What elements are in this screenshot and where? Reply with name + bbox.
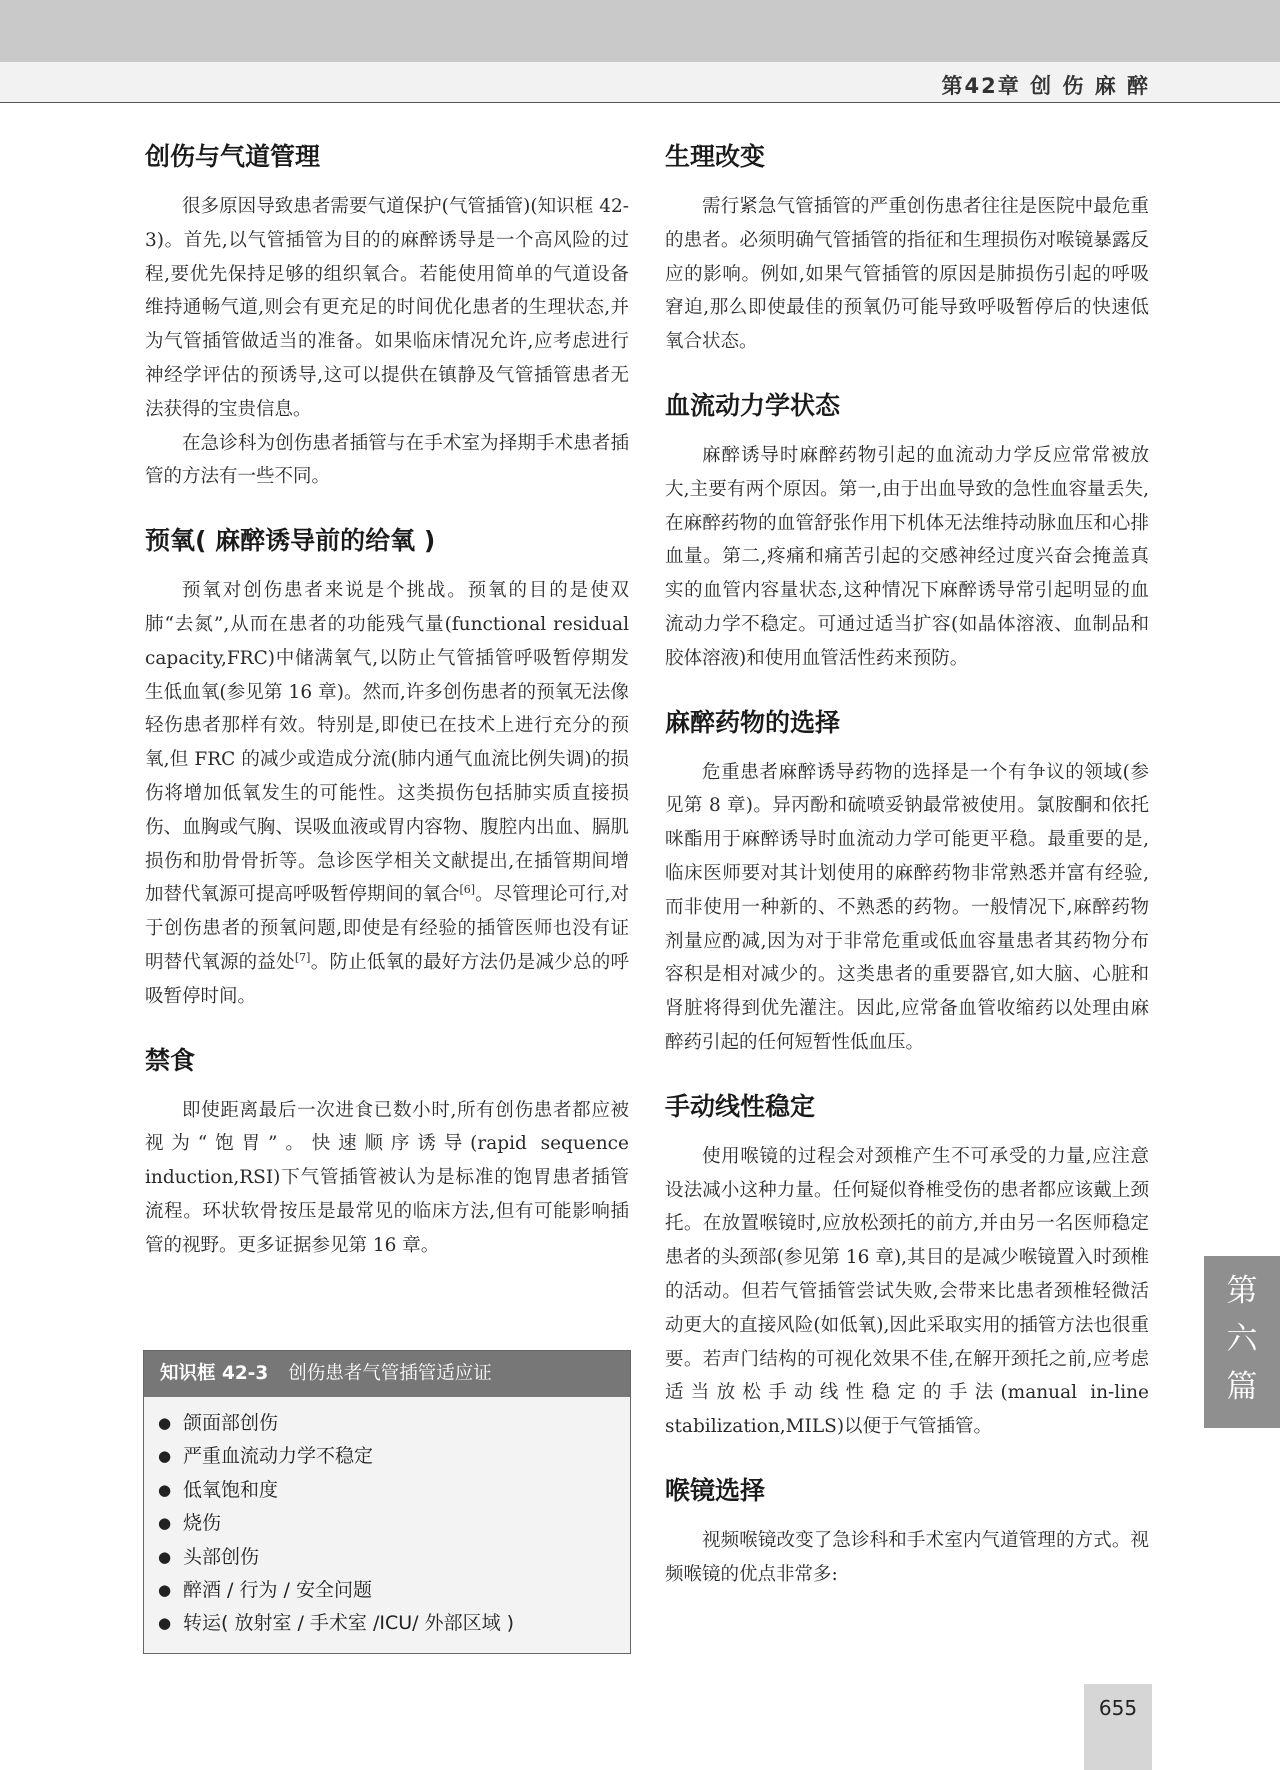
- list-item: [158, 1474, 630, 1507]
- section-heading: 禁食: [145, 1045, 196, 1075]
- list-item: [158, 1440, 630, 1473]
- part-side-tab: [1204, 1256, 1280, 1428]
- bullet-icon: ●: [158, 1547, 172, 1566]
- list-item-text: 低氧饱和度: [183, 1478, 279, 1501]
- paragraph: 即使距离最后一次进食已数小时,所有创伤患者都应被视为“饱胃”。快速顺序诱导(rapid sequence induction,RSI)下气管插管被认为是标准的饱胃患者插管流程。环状软骨按压是最常见的临床方法,但有可能影响插管的视野。更多证据参见第 16 章。: [145, 1099, 629, 1256]
- text-run: 。尽管理论可行,对于创伤患者的预氧问题,即使是有经验的插管医师也没有证明替代氧源的益处: [145, 884, 629, 973]
- list-item: [158, 1407, 630, 1440]
- right-column: [665, 140, 1149, 1622]
- section-preoxygenation: [145, 524, 629, 1013]
- paragraph: 在急诊科为创伤患者插管与在手术室为择期手术患者插管的方法有一些不同。: [145, 432, 629, 488]
- bullet-icon: ●: [158, 1480, 172, 1499]
- knowledge-box: [143, 1350, 631, 1654]
- citation-ref: [6]: [459, 883, 476, 897]
- side-tab-char: 第: [1226, 1273, 1258, 1309]
- top-gray-band: [0, 0, 1280, 62]
- list-item-text: 醉酒 / 行为 / 安全问题: [183, 1579, 372, 1602]
- section-laryngoscope: [665, 1474, 1149, 1592]
- section-physiology: [665, 140, 1149, 359]
- knowledge-box-title: 创伤患者气管插管适应证: [288, 1363, 492, 1384]
- section-heading: 喉镜选择: [665, 1475, 766, 1505]
- list-item-text: 头部创伤: [183, 1545, 260, 1568]
- left-column: [145, 140, 629, 1293]
- paragraph: 视频喉镜改变了急诊科和手术室内气道管理的方式。视频喉镜的优点非常多:: [665, 1529, 1149, 1585]
- bullet-icon: ●: [158, 1447, 172, 1466]
- running-header: [0, 62, 1280, 103]
- section-drug-choice: [665, 706, 1149, 1060]
- list-item: [158, 1574, 630, 1607]
- list-item: [158, 1507, 630, 1540]
- section-heading: 麻醉药物的选择: [665, 707, 841, 737]
- citation-ref: [7]: [294, 950, 311, 964]
- paragraph: 使用喉镜的过程会对颈椎产生不可承受的力量,应注意设法减小这种力量。任何疑似脊椎受伤的患者都应该戴上颈托。在放置喉镜时,应放松颈托的前方,并由另一名医师稳定患者的头颈部(参见第 16 章),其目的是减少喉镜置入时颈椎的活动。但若气管插管尝试失败,会带来比患者颈椎轻微活动更大的直接风险(如低氧),因此采取实用的插管方法也很重要。若声门结构的可视化效果不佳,在解开颈托之前,应考虑适当放松手动线性稳定的手法(manual in-line stabilization,MILS)以便于气管插管。: [665, 1145, 1149, 1438]
- bullet-icon: ●: [158, 1614, 172, 1633]
- text-run: 预氧对创伤患者来说是个挑战。预氧的目的是使双肺“去氮”,从而在患者的功能残气量(functional residual capacity,FRC)中储满氧气,以防止气管插管呼吸暂停期发生低血氧(参见第 16 章)。然而,许多创伤患者的预氧无法像轻伤患者那样有效。特别是,即使已在技术上进行充分的预氧,但 FRC 的减少或造成分流(肺内通气血流比例失调)的损伤将增加低氧发生的可能性。这类损伤包括肺实质直接损伤、血胸或气胸、误吸血液或胃内容物、腹腔内出血、膈肌损伤和肋骨骨折等。急诊医学相关文献提出,在插管期间增加替代氧源可提高呼吸暂停期间的氧合: [145, 580, 629, 906]
- knowledge-box-header: [144, 1351, 630, 1397]
- list-item-text: 转运( 放射室 / 手术室 /ICU/ 外部区域 ): [183, 1612, 515, 1635]
- section-fasting: [145, 1044, 629, 1263]
- section-heading: 血流动力学状态: [665, 390, 841, 420]
- paragraph: 麻醉诱导时麻醉药物引起的血流动力学反应常常被放大,主要有两个原因。第一,由于出血导致的急性血容量丢失,在麻醉药物的血管舒张作用下机体无法维持动脉血压和心排血量。第二,疼痛和痛苦引起的交感神经过度兴奋会掩盖真实的血管内容量状态,这种情况下麻醉诱导常引起明显的血流动力学不稳定。可通过适当扩容(如晶体溶液、血制品和胶体溶液)和使用血管活性药来预防。: [665, 444, 1149, 669]
- paragraph: 需行紧急气管插管的严重创伤患者往往是医院中最危重的患者。必须明确气管插管的指征和生理损伤对喉镜暴露反应的影响。例如,如果气管插管的原因是肺损伤引起的呼吸窘迫,那么即使最佳的预氧仍可能导致呼吸暂停后的快速低氧合状态。: [665, 196, 1149, 353]
- section-heading: 手动线性稳定: [665, 1091, 816, 1121]
- indication-list: [144, 1397, 630, 1653]
- list-item: [158, 1541, 630, 1574]
- paragraph: 很多原因导致患者需要气道保护(气管插管)(知识框 42-3)。首先,以气管插管为目的的麻醉诱导是一个高风险的过程,要优先保持足够的组织氧合。若能使用简单的气道设备维持通畅气道,则会有更充足的时间优化患者的生理状态,并为气管插管做适当的准备。如果临床情况允许,应考虑进行神经学评估的预诱导,这可以提供在镇静及气管插管患者无法获得的宝贵信息。: [145, 196, 629, 420]
- section-heading: 生理改变: [665, 142, 766, 171]
- bullet-icon: ●: [158, 1581, 172, 1600]
- section-mils: [665, 1090, 1149, 1444]
- knowledge-box-label: 知识框 42-3: [160, 1363, 269, 1384]
- section-heading: 创伤与气道管理: [145, 142, 321, 171]
- list-item: [158, 1607, 630, 1640]
- section-heading: 预氧( 麻醉诱导前的给氧 ): [145, 526, 436, 556]
- list-item-text: 烧伤: [183, 1512, 222, 1535]
- text-run: 。防止低氧的最好方法仍是减少总的呼吸暂停时间。: [145, 951, 629, 1007]
- paragraph: [145, 574, 629, 1013]
- paragraph: 危重患者麻醉诱导药物的选择是一个有争议的领域(参见第 8 章)。异丙酚和硫喷妥钠最常被使用。氯胺酮和依托咪酯用于麻醉诱导时血流动力学可能更平稳。最重要的是,临床医师要对其计划使用的麻醉药物非常熟悉并富有经验,而非使用一种新的、不熟悉的药物。一般情况下,麻醉药物剂量应酌减,因为对于非常危重或低血容量患者其药物分布容积是相对减少的。这类患者的重要器官,如大脑、心脏和肾脏将得到优先灌注。因此,应常备血管收缩药以处理由麻醉药引起的任何短暂性低血压。: [665, 761, 1149, 1053]
- side-tab-char: 篇: [1226, 1369, 1258, 1405]
- bullet-icon: ●: [158, 1514, 172, 1533]
- side-tab-char: 六: [1226, 1321, 1258, 1357]
- chapter-title: 第42章 创 伤 麻 醉: [941, 74, 1150, 98]
- section-hemodynamics: [665, 389, 1149, 676]
- list-item-text: 颌面部创伤: [183, 1412, 279, 1434]
- list-item-text: 严重血流动力学不稳定: [183, 1445, 374, 1468]
- section-trauma-airway: [145, 140, 629, 494]
- bullet-icon: ●: [158, 1414, 172, 1432]
- page-number: 655: [1084, 1684, 1152, 1770]
